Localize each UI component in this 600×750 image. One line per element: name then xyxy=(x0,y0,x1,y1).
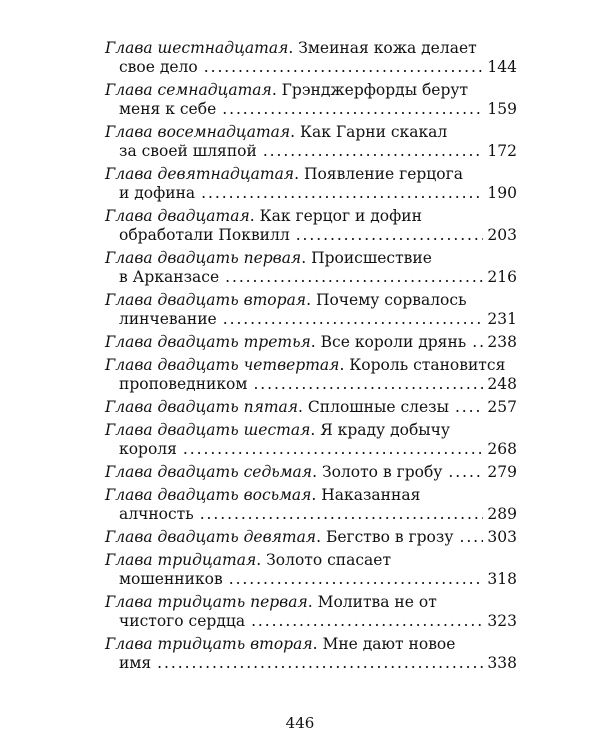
toc-entry: Глава семнадцатая. Грэнджерфорды берут меня к себе . . . 159 xyxy=(105,81,517,119)
chapter-title-cont: короля xyxy=(119,440,177,458)
chapter-title: Змеиная кожа делает xyxy=(298,39,477,57)
table-of-contents xyxy=(105,39,517,673)
chapter-title: Мне дают новое xyxy=(322,635,456,653)
chapter-title-cont: обработали Поквилл xyxy=(119,226,290,244)
chapter-title: Наказанная xyxy=(321,486,421,504)
chapter-title: Сплошные слезы xyxy=(307,398,449,416)
page-ref: 248 xyxy=(487,375,517,393)
chapter-title-cont: и дофина xyxy=(119,184,196,202)
leader-dots xyxy=(448,463,483,482)
toc-entry: Глава девятнадцатая. Появление герцога и дофина . . . 190 xyxy=(105,165,517,203)
page-ref: 231 xyxy=(487,310,517,328)
page-ref: 144 xyxy=(487,58,517,76)
chapter-title: Как Гарни скакал xyxy=(300,123,448,141)
chapter-label: Глава восемнадцатая xyxy=(105,123,291,141)
chapter-label: Глава двадцать седьмая xyxy=(105,463,313,481)
chapter-label: Глава двадцать вторая xyxy=(105,291,307,309)
chapter-title: Золото в гробу xyxy=(321,463,443,481)
leader-dots xyxy=(455,398,483,417)
chapter-label: Глава двадцать восьмая xyxy=(105,486,312,504)
leader-dots xyxy=(296,226,484,245)
chapter-title-cont: чистого сердца xyxy=(119,612,246,630)
chapter-title: Грэнджерфорды берут xyxy=(281,81,469,99)
chapter-title-cont: свое дело xyxy=(119,58,198,76)
chapter-label: Глава двадцать первая xyxy=(105,249,302,267)
chapter-label: Глава двадцать шестая xyxy=(105,421,311,439)
chapter-label: Глава двадцать третья xyxy=(105,333,311,351)
toc-entry: Глава двадцать вторая. Почему сорвалось линчевание . . . 231 xyxy=(105,291,517,329)
toc-entry: Глава двадцать восьмая. Наказанная алчность . . . 289 xyxy=(105,486,517,524)
page-ref: 279 xyxy=(487,463,517,481)
toc-entry: Глава восемнадцатая. Как Гарни скакал за своей шляпой . . . 172 xyxy=(105,123,517,161)
toc-entry: Глава двадцать седьмая. Золото в гробу . . . 279 xyxy=(105,463,517,482)
page-ref: 203 xyxy=(487,226,517,244)
leader-dots xyxy=(263,142,484,161)
page-ref: 190 xyxy=(487,184,517,202)
toc-entry: Глава тридцать первая. Молитва не от чистого сердца . . . 323 xyxy=(105,593,517,631)
chapter-title: Все короли дрянь xyxy=(320,333,467,351)
leader-dots xyxy=(222,100,483,119)
chapter-title-cont: алчность xyxy=(119,505,194,523)
page-ref: 318 xyxy=(487,570,517,588)
toc-entry: Глава двадцать третья. Все короли дрянь . . . 238 xyxy=(105,333,517,352)
leader-dots xyxy=(157,654,483,673)
toc-entry: Глава двадцать пятая. Сплошные слезы . . . 257 xyxy=(105,398,517,417)
chapter-label: Глава двадцать пятая xyxy=(105,398,299,416)
page-ref: 303 xyxy=(487,528,517,546)
chapter-label: Глава тридцать первая xyxy=(105,593,308,611)
leader-dots xyxy=(225,268,483,287)
chapter-title-cont: меня к себе xyxy=(119,100,217,118)
toc-entry: Глава тридцать вторая. Мне дают новое имя . . . 338 xyxy=(105,635,517,673)
leader-dots xyxy=(251,612,483,631)
chapter-title: Бегство в грозу xyxy=(325,528,454,546)
toc-entry: Глава двадцатая. Как герцог и дофин обработали Поквилл . . . 203 xyxy=(105,207,517,245)
chapter-title-cont: проповедником xyxy=(119,375,248,393)
leader-dots xyxy=(229,570,484,589)
toc-entry: Глава двадцать девятая. Бегство в грозу . . . 303 xyxy=(105,528,517,547)
page-ref: 289 xyxy=(487,505,517,523)
toc-entry: Глава шестнадцатая. Змеиная кожа делает свое дело . . . 144 xyxy=(105,39,517,77)
chapter-title-cont: мошенников xyxy=(119,570,223,588)
chapter-title: Происшествие xyxy=(311,249,432,267)
chapter-title: Король становится xyxy=(349,356,506,374)
chapter-title: Я краду добычу xyxy=(320,421,451,439)
leader-dots xyxy=(204,58,484,77)
chapter-label: Глава тридцатая xyxy=(105,551,257,569)
chapter-title-cont: имя xyxy=(119,654,152,672)
page-ref: 257 xyxy=(487,398,517,416)
page-ref: 323 xyxy=(487,612,517,630)
chapter-label: Глава девятнадцатая xyxy=(105,165,295,183)
page-ref: 338 xyxy=(487,654,517,672)
toc-entry: Глава двадцать четвертая. Король становится проповедником . . . 248 xyxy=(105,356,517,394)
chapter-title: Появление герцога xyxy=(303,165,463,183)
page-ref: 172 xyxy=(487,142,517,160)
chapter-label: Глава тридцать вторая xyxy=(105,635,313,653)
chapter-title: Золото спасает xyxy=(266,551,392,569)
toc-entry: Глава двадцать шестая. Я краду добычу короля . . . 268 xyxy=(105,421,517,459)
chapter-label: Глава двадцать девятая xyxy=(105,528,317,546)
chapter-label: Глава семнадцатая xyxy=(105,81,272,99)
chapter-title: Молитва не от xyxy=(317,593,437,611)
chapter-label: Глава двадцать четвертая xyxy=(105,356,340,374)
chapter-title-cont: за своей шляпой xyxy=(119,142,257,160)
leader-dots xyxy=(223,310,484,329)
chapter-title-cont: в Арканзасе xyxy=(119,268,220,286)
page-ref: 159 xyxy=(487,100,517,118)
page-ref: 268 xyxy=(487,440,517,458)
page-ref: 216 xyxy=(487,268,517,286)
leader-dots xyxy=(201,184,483,203)
chapter-label: Глава шестнадцатая xyxy=(105,39,289,57)
chapter-title-cont: линчевание xyxy=(119,310,217,328)
toc-entry: Глава тридцатая. Золото спасает мошенников . . . 318 xyxy=(105,551,517,589)
leader-dots xyxy=(200,505,484,524)
chapter-title: Почему сорвалось xyxy=(315,291,467,309)
page-ref: 238 xyxy=(487,333,517,351)
chapter-label: Глава двадцатая xyxy=(105,207,250,225)
toc-entry: Глава двадцать первая. Происшествие в Арканзасе . . . 216 xyxy=(105,249,517,287)
page-number: 446 xyxy=(285,714,315,732)
leader-dots xyxy=(183,440,484,459)
leader-dots xyxy=(459,528,483,547)
chapter-title: Как герцог и дофин xyxy=(259,207,422,225)
leader-dots xyxy=(253,375,483,394)
leader-dots xyxy=(472,333,483,352)
